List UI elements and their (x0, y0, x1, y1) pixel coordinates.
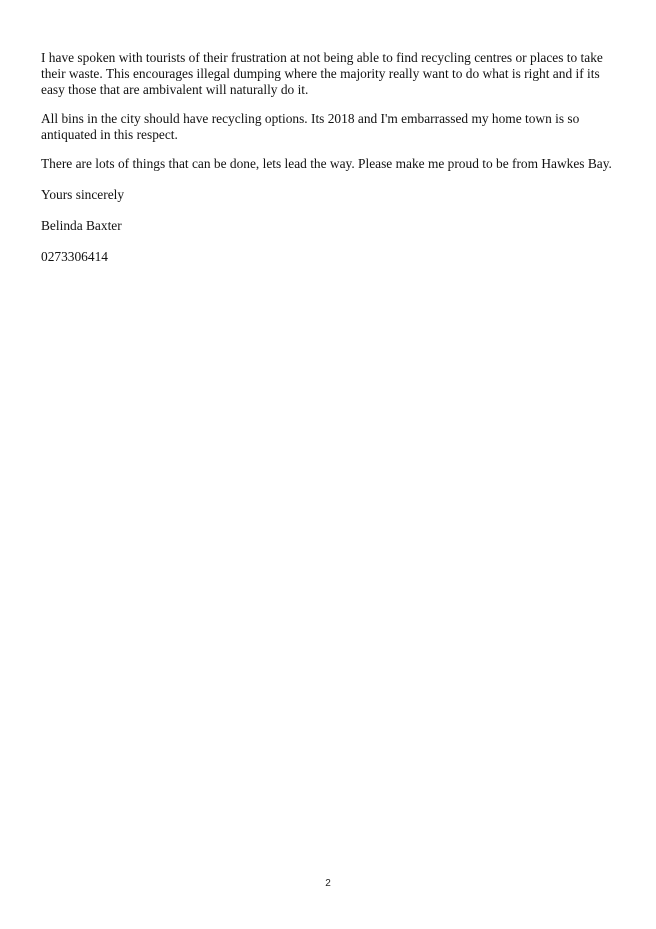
paragraph-tourists: I have spoken with tourists of their frustration at not being able to find recycling centres or places to take their waste. This encourages illegal dumping where the majority really want to do what is right and if its easy those that are ambivalent will naturally do it. (41, 50, 603, 97)
phone-number: 0273306414 (41, 249, 108, 264)
signature-name: Belinda Baxter (41, 218, 122, 233)
page-number: 2 (325, 878, 331, 889)
paragraph-lead-the-way: There are lots of things that can be done, lets lead the way. Please make me proud to be from Hawkes Bay. (41, 156, 612, 171)
paragraph-bins: All bins in the city should have recycling options. Its 2018 and I'm embarrassed my home town is so antiquated in this respect. (41, 111, 580, 142)
closing: Yours sincerely (41, 187, 125, 202)
letter-body (41, 50, 621, 280)
